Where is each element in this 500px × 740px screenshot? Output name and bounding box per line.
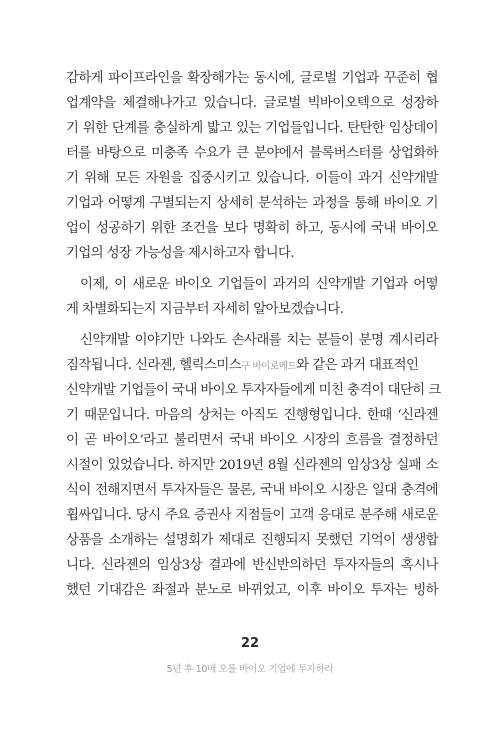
paragraph (66, 272, 438, 322)
text-line: 이 곧 바이오’라고 불리면서 국내 바이오 시장의 흐름을 결정하던 (66, 433, 438, 448)
text-line: 기업과 어떻게 구별되는지 상세히 분석하는 과정을 통해 바이오 기 (66, 196, 438, 211)
text-line: 했던 기대감은 좌절과 분노로 바뀌었고, 이후 바이오 투자는 빙하 (66, 583, 438, 598)
page-number: 22 (240, 636, 260, 651)
text-line: 이제, 이 새로운 바이오 기업들이 과거의 신약개발 기업과 어떻 (80, 277, 438, 292)
text-line: 게 차별화되는지 지금부터 자세히 알아보겠습니다. (66, 302, 344, 317)
text-line: 감하게 파이프라인을 확장해가는 동시에, 글로벌 기업과 꾸준히 협 (66, 71, 438, 86)
text-line: 기 위해 모든 자원을 집중시키고 있습니다. 이들이 과거 신약개발 (66, 171, 438, 186)
text-line: 신약개발 기업들이 국내 바이오 투자자들에게 미친 충격이 대단히 크 (66, 383, 441, 398)
text-segment: 와 같은 과거 대표적인 (296, 358, 419, 373)
text-line: 업계약을 체결해나가고 있습니다. 글로벌 빅바이오텍으로 성장하 (66, 96, 438, 111)
paragraph (66, 66, 438, 266)
text-segment: 짐작됩니다. 신라젠, 헬릭스미스 (66, 358, 241, 373)
text-line: 기 위한 단계를 충실하게 밟고 있는 기업들입니다. 탄탄한 임상데이 (66, 121, 438, 136)
text-line: 상품을 소개하는 설명회가 제대로 진행되지 못했던 기억이 생생합 (66, 533, 438, 548)
text-line: 업이 성공하기 위한 조건을 보다 명확히 하고, 동시에 국내 바이오 (66, 221, 438, 236)
text-line: 기업의 성장 가능성을 제시하고자 합니다. (66, 246, 294, 261)
text-line: 식이 전해지면서 투자자들은 물론, 국내 바이오 시장은 일대 충격에 (66, 483, 438, 498)
text-line: 터를 바탕으로 미충족 수요가 큰 분야에서 블록버스터를 상업화하 (66, 146, 438, 161)
text-line: 시절이 있었습니다. 하지만 2019년 8월 신라젠의 임상3상 실패 소 (66, 458, 438, 473)
text-line: 휩싸입니다. 당시 주요 증권사 지점들이 고객 응대로 분주해 새로운 (66, 508, 438, 523)
text-line: 기 때문입니다. 마음의 상처는 아직도 진행형입니다. 한때 ‘신라젠 (66, 408, 438, 423)
text-line: 니다. 신라젠의 임상3상 결과에 반신반의하던 투자자들의 혹시나 (66, 558, 438, 573)
text-line-with-note (66, 353, 438, 378)
body-text (66, 66, 441, 609)
inline-note: 구 바이로메드 (241, 361, 297, 372)
running-footer-title: 5년 후 10배 오를 바이오 기업에 투자하라 (166, 664, 334, 675)
paragraph (66, 328, 441, 603)
text-line: 신약개발 이야기만 나와도 손사래를 치는 분들이 분명 계시리라 (80, 333, 438, 348)
